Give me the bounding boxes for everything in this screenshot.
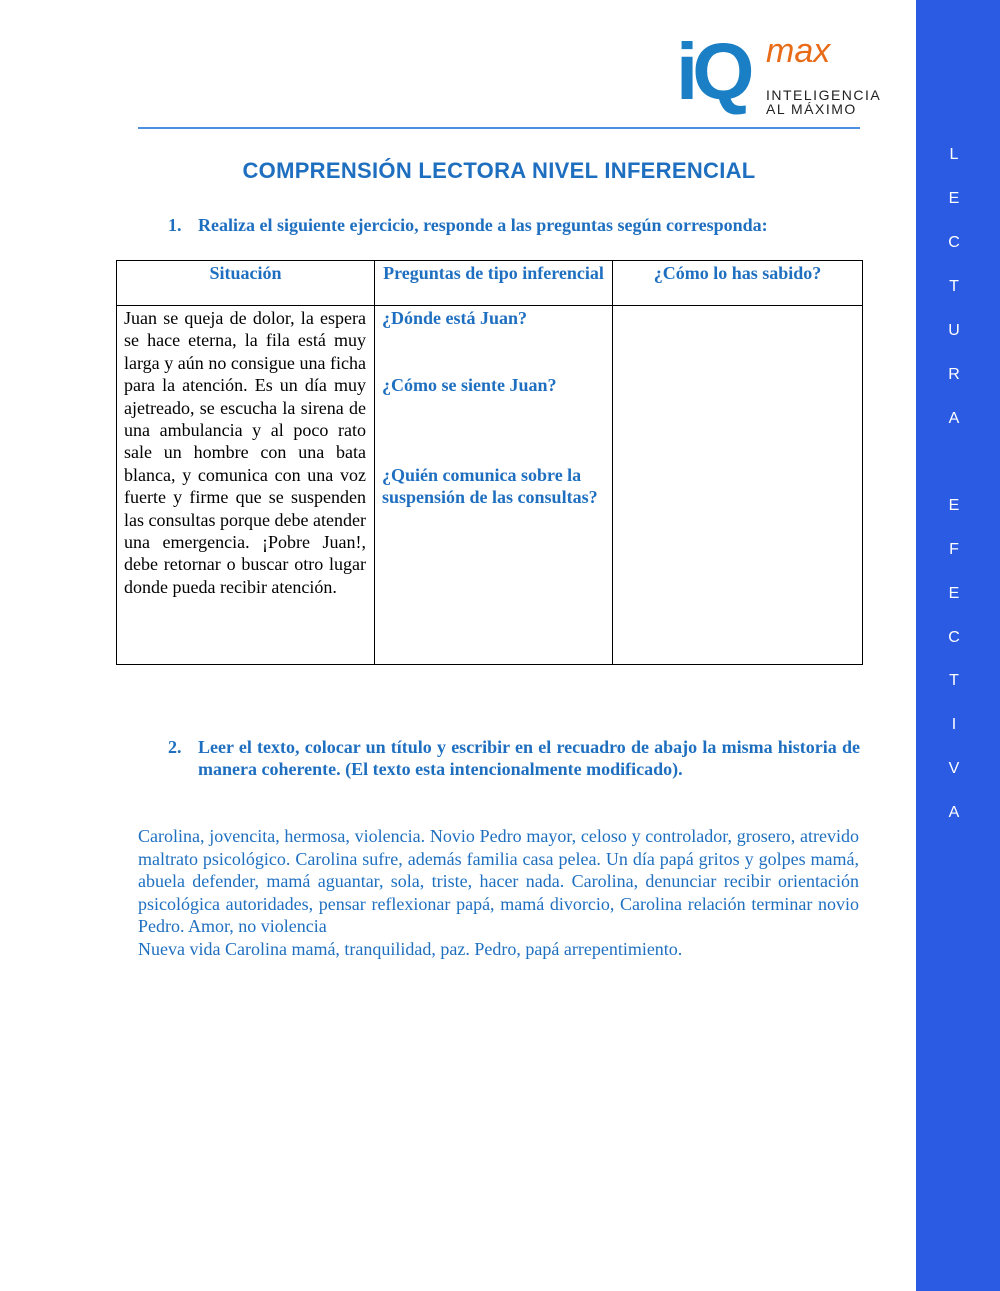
logo (676, 22, 896, 122)
question-2-number: 2. (168, 737, 182, 757)
passage-paragraph: Carolina, jovencita, hermosa, violencia. Novio Pedro mayor, celoso y controlador, grosero, atrevido maltrato psicológico. Carolina sufre, además familia casa pelea. Un día papá gritos y golpes mamá, abuela defender, mamá aguantar, sola, triste, hacer nada. Carolina, denunciar recibir orientación psicológica autoridades, pensar reflexionar papá, mamá divorcio, Carolina relación terminar novio Pedro. Amor, no violencia (138, 826, 859, 937)
sidebar-letter: C (948, 629, 960, 646)
logo-tagline-line2: AL MÁXIMO (766, 101, 857, 117)
sidebar-letter: C (948, 234, 960, 251)
logo-mark: iQ (676, 27, 749, 116)
answer-cell[interactable] (613, 306, 863, 665)
sidebar-letter: A (948, 804, 960, 821)
logo-tagline-line1: INTELIGENCIA (766, 87, 882, 103)
header-como-lo-has-sabido: ¿Cómo lo has sabido? (613, 261, 863, 306)
sidebar-letter: F (949, 541, 959, 558)
sidebar-letter: T (949, 672, 959, 689)
sidebar-letter: E (948, 497, 960, 514)
page-title: COMPRENSIÓN LECTORA NIVEL INFERENCIAL (242, 158, 756, 183)
passage-paragraph: Nueva vida Carolina mamá, tranquilidad, paz. Pedro, papá arrepentimiento. (138, 938, 683, 959)
logo-wordmark: max (766, 32, 831, 70)
question-1-text: Realiza el siguiente ejercicio, responde a las preguntas según corresponda: (198, 215, 768, 235)
sidebar-letter: R (948, 366, 960, 383)
sidebar-letter: E (948, 585, 960, 602)
inferential-question: ¿Dónde está Juan? (382, 308, 528, 328)
sidebar-letter: V (948, 760, 960, 777)
sidebar-letter: A (948, 410, 960, 427)
sidebar-letter: T (949, 278, 959, 295)
table-header-row (117, 261, 863, 306)
question-1-number: 1. (168, 215, 182, 235)
sidebar-letter: U (948, 322, 960, 339)
question-2-text: Leer el texto, colocar un título y escribir en el recuadro de abajo la misma historia de manera coherente. (El texto esta intencionalmente modificado). (198, 737, 860, 780)
sidebar-letter: L (949, 146, 959, 163)
header-situacion: Situación (117, 261, 375, 306)
inferential-question: ¿Quién comunica sobre la suspensión de las consultas? (382, 465, 598, 508)
passage (138, 825, 859, 961)
header-divider (138, 127, 860, 129)
question-1 (168, 215, 868, 236)
header-preguntas: Preguntas de tipo inferencial (375, 261, 613, 306)
inferential-question: ¿Cómo se siente Juan? (382, 375, 557, 395)
situation-text: Juan se queja de dolor, la espera se hace eterna, la fila está muy larga y aún no consigue una ficha para la atención. Es un día muy ajetreado, se escucha la sirena de una ambulancia y al poco rato sale un hombre con una bata blanca, y comunica con una voz fuerte y firme que se suspenden las consultas porque debe atender una emergencia. ¡Pobre Juan!, debe retornar o buscar otro lugar donde pueda recibir atención. (117, 306, 375, 665)
question-2 (168, 736, 860, 781)
sidebar-banner (916, 0, 1000, 1291)
sidebar-letter: E (948, 190, 960, 207)
sidebar-letter: I (951, 716, 957, 733)
